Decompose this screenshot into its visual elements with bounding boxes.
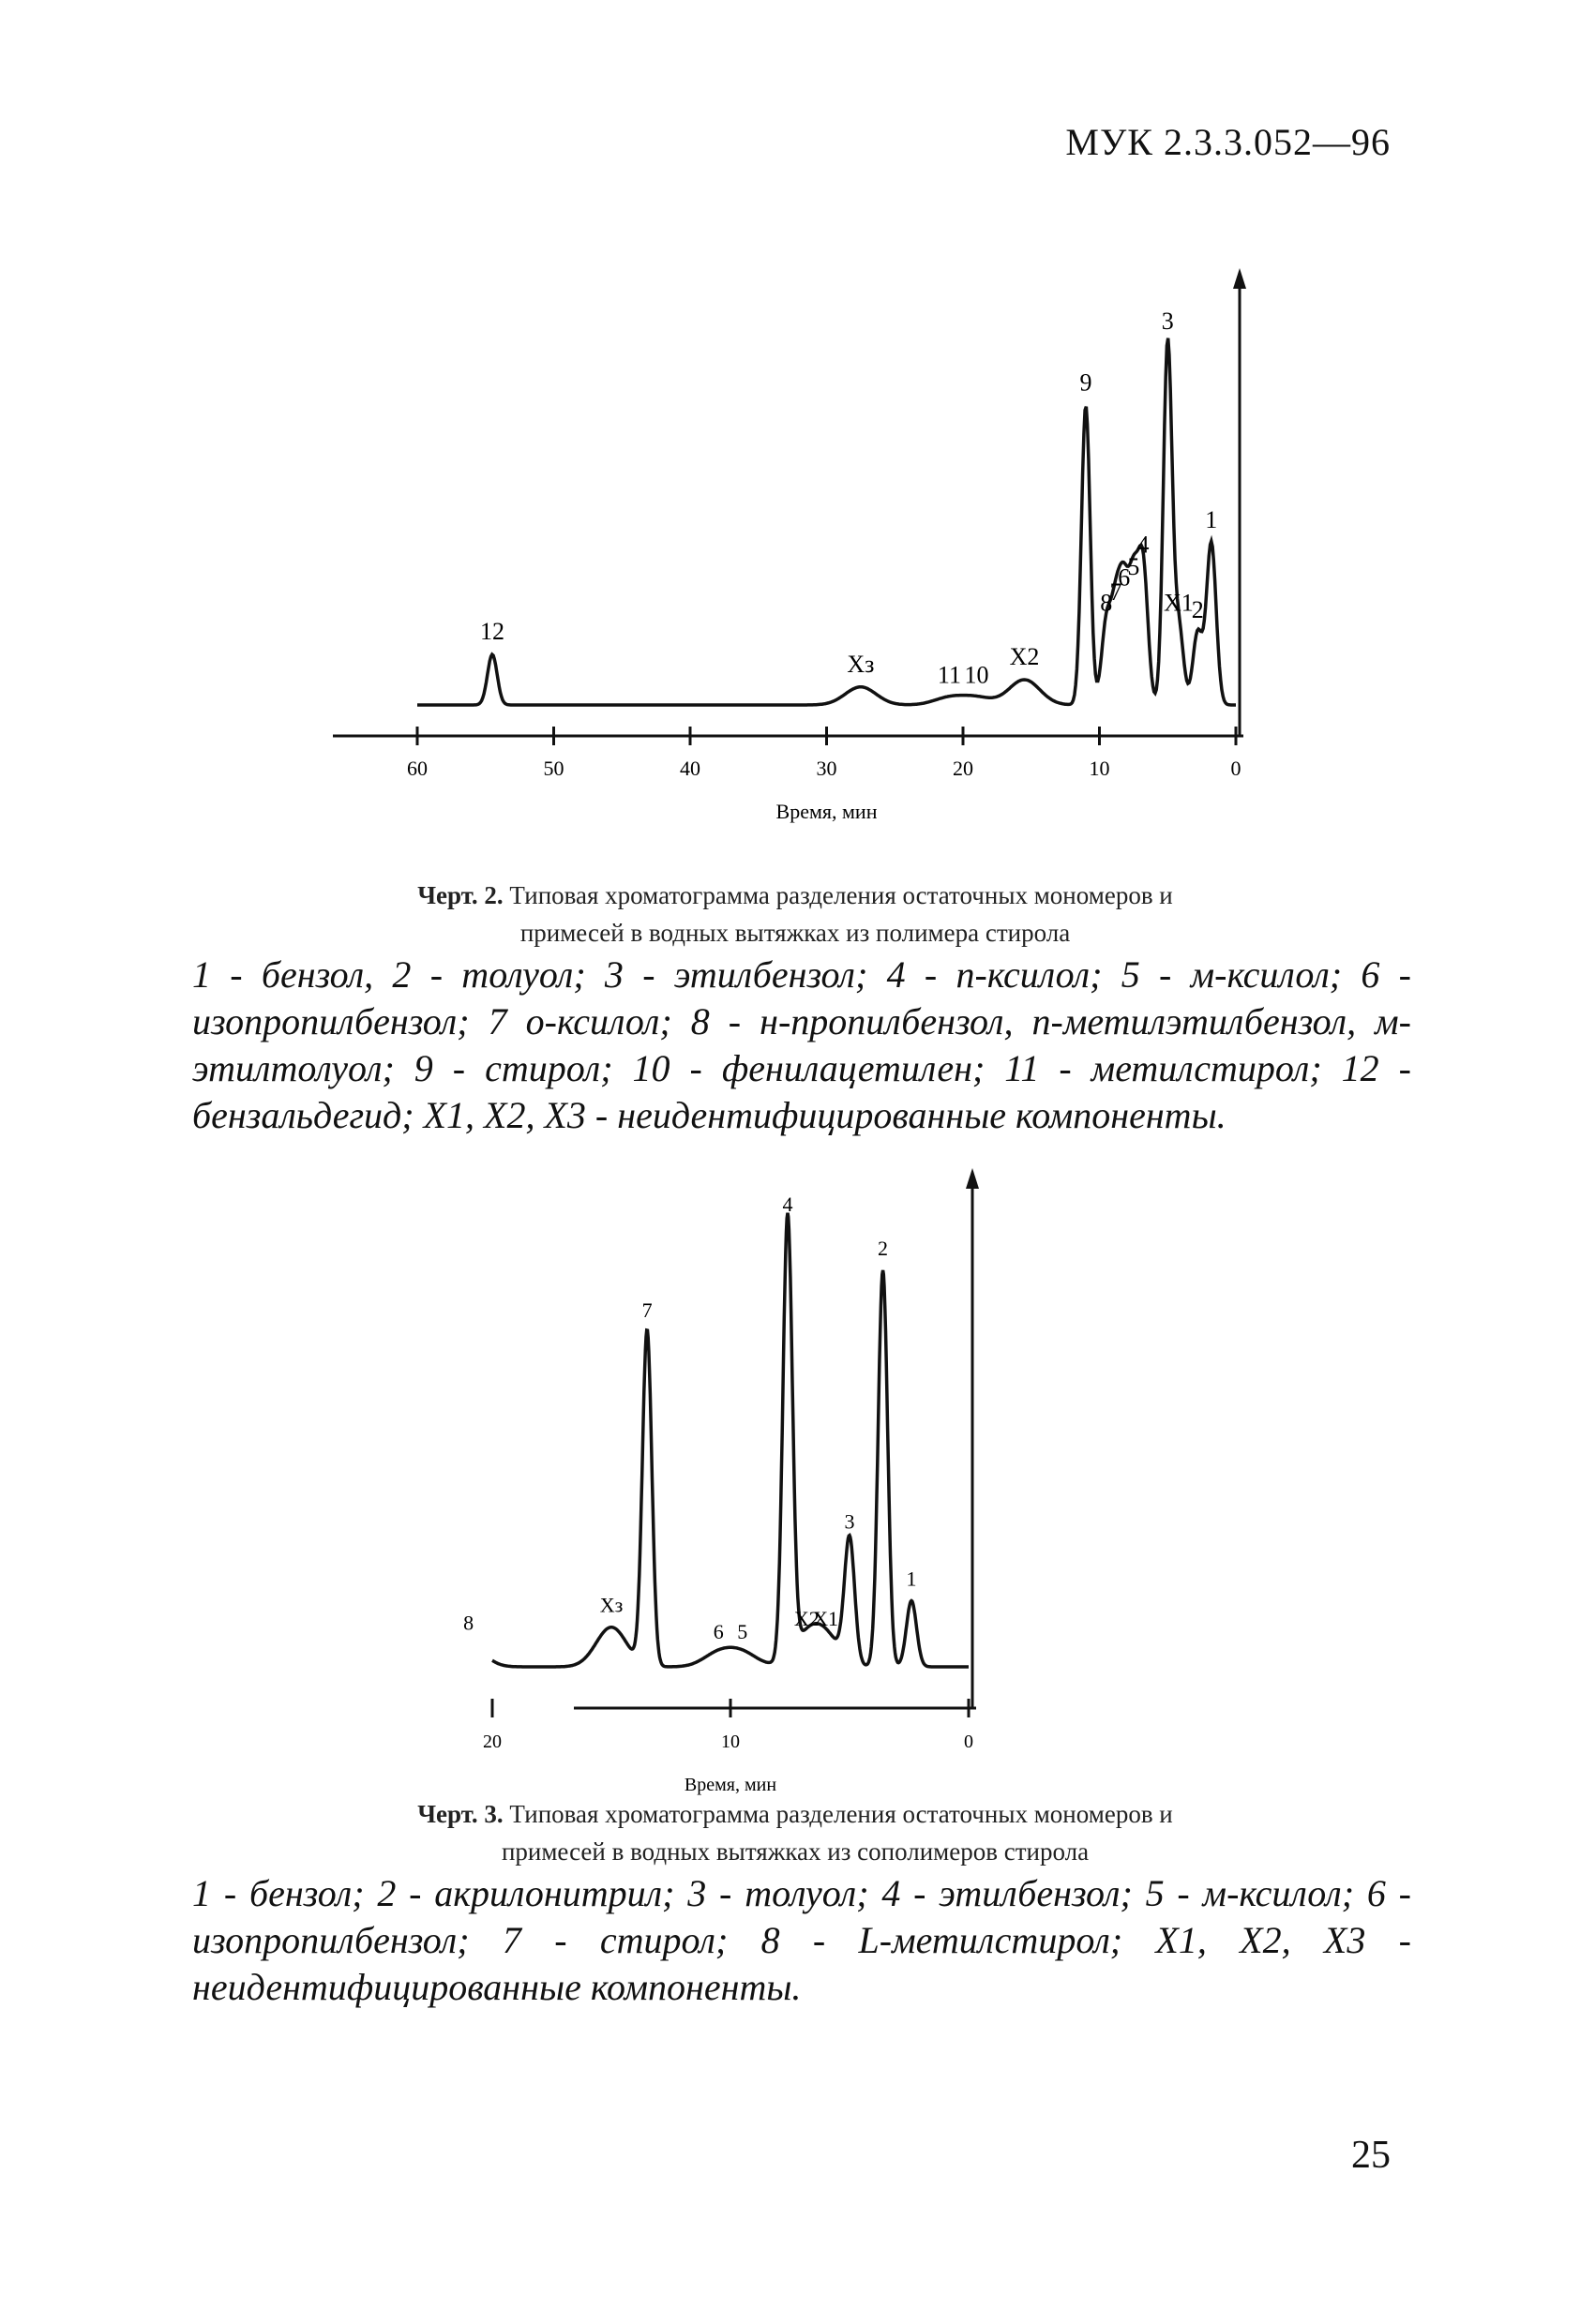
x-axis-title: Время, мин	[684, 1775, 777, 1795]
peak-label: Xз	[847, 650, 875, 678]
peak-label: 7	[1109, 577, 1122, 606]
peak-label: 1	[1205, 505, 1218, 533]
document-code: МУК 2.3.3.052—96	[1065, 121, 1391, 163]
figure-3-caption	[195, 1795, 1395, 1870]
peak-label: 10	[964, 661, 989, 689]
x-tick-label: 30	[816, 757, 837, 780]
x-tick-label: 50	[543, 757, 564, 780]
x-tick-label: 10	[721, 1732, 740, 1752]
x-tick-label: 0	[964, 1732, 973, 1752]
peak-label: 9	[1079, 368, 1092, 397]
peak-label: X2	[793, 1606, 820, 1630]
peak-label: 3	[844, 1509, 855, 1534]
figure-3-caption-label: Черт. 3.	[417, 1800, 504, 1828]
peak-label: 2	[1191, 596, 1204, 623]
peak-label: X1	[1163, 589, 1194, 617]
x-tick-label: 60	[407, 757, 428, 780]
peak-label: 3	[1161, 307, 1174, 335]
y-axis-arrow	[966, 1168, 979, 1189]
peak-label: 4	[1136, 531, 1150, 559]
peak-label: 2	[878, 1237, 889, 1260]
figure-3-caption-line1: Типовая хроматограмма разделения остаточных мономеров и	[509, 1800, 1173, 1828]
peak-label: 8	[1100, 589, 1113, 617]
figure-2-caption-label: Черт. 2.	[417, 881, 504, 909]
x-axis-title: Время, мин	[775, 800, 878, 823]
peak-label: 4	[782, 1192, 793, 1216]
peak-label: 1	[906, 1567, 917, 1591]
x-tick-label: 0	[1230, 757, 1241, 780]
peak-label: 7	[641, 1297, 653, 1322]
peak-label: 11	[937, 661, 961, 689]
peak-label: 12	[480, 618, 505, 646]
peak-label: 8	[463, 1611, 474, 1635]
peak-label: Xз	[599, 1593, 624, 1617]
figure-2-caption-line2: примесей в водных вытяжках из полимера стирола	[519, 919, 1071, 947]
peak-label: 5	[1127, 552, 1140, 580]
peak-label: 6	[1118, 563, 1131, 592]
peak-label: X2	[1009, 643, 1040, 671]
figure-2-legend: 1 - бензол, 2 - толуол; 3 - этилбензол; 4 - п-ксилол; 5 - м-ксилол; 6 - изопропилбензол; 7 о-ксилол; 8 - н-пропилбензол, п-метилэтилбензол, м-этилтолуол; 9 - стирол; 10 - фенилацетилен; 11 - метилстирол; 12 - бензальдегид; X1, X2, X3 - неидентифицированные компоненты.	[192, 953, 1411, 1136]
x-tick-label: 10	[1089, 757, 1110, 780]
figure-3-caption-line2: примесей в водных вытяжках из сополимеров стирола	[501, 1837, 1090, 1866]
page-number: 25	[1351, 2134, 1391, 2177]
x-tick-label: 20	[483, 1732, 502, 1752]
chromatogram-trace	[492, 1213, 969, 1667]
peak-label: 5	[737, 1619, 748, 1643]
peak-label: X1	[813, 1606, 839, 1630]
figure-2-caption-line1: Типовая хроматограмма разделения остаточных мономеров и	[509, 881, 1173, 909]
peak-label: 6	[713, 1619, 724, 1643]
figure-3-legend: 1 - бензол; 2 - акрилонитрил; 3 - толуол; 4 - этилбензол; 5 - м-ксилол; 6 - изопропилбензол; 7 - стирол; 8 - L-метилстирол; X1, X2, X3 - неидентифицированные компоненты.	[192, 1872, 1411, 2008]
x-tick-label: 20	[953, 757, 973, 780]
x-tick-label: 40	[680, 757, 700, 780]
